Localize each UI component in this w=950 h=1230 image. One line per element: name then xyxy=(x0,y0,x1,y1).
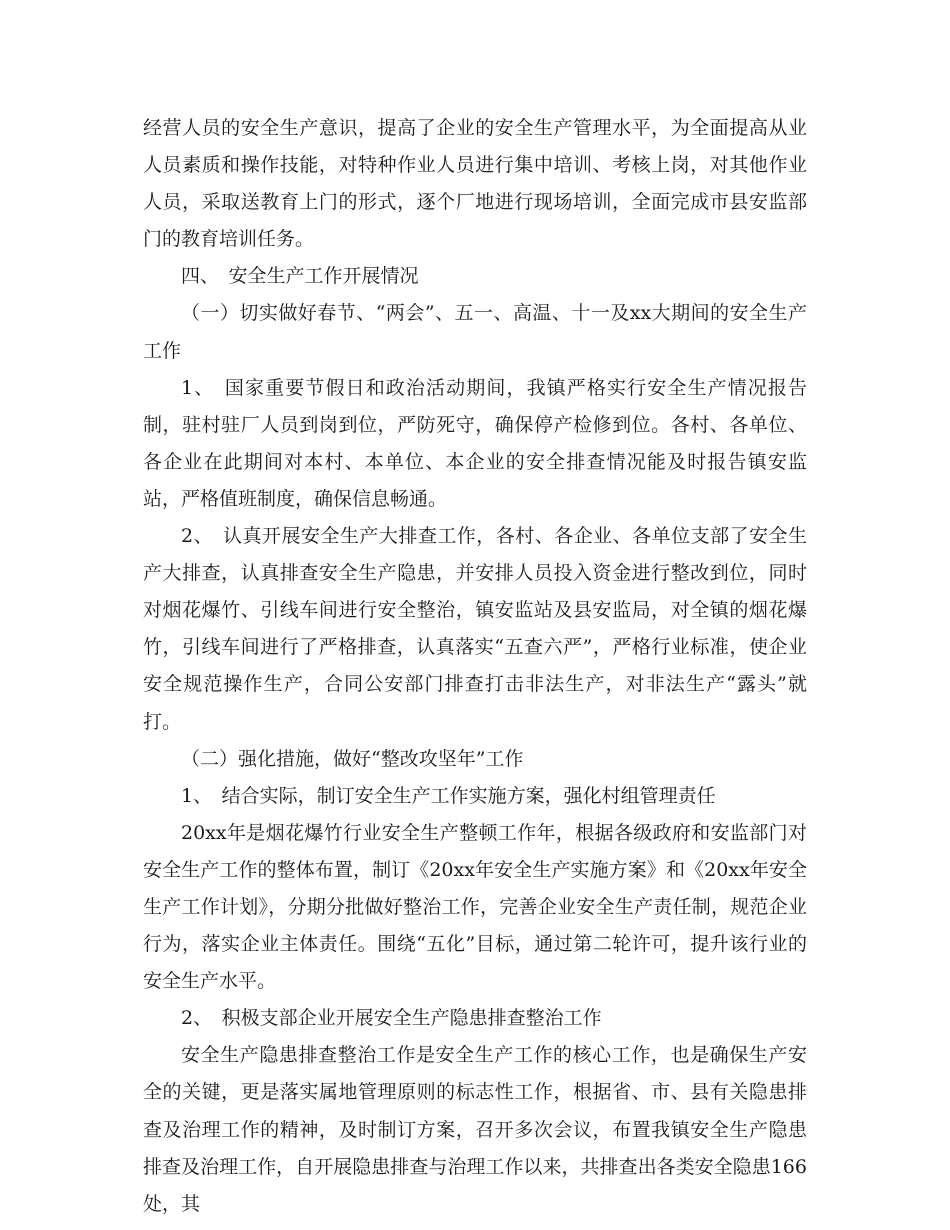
document-body xyxy=(143,110,807,1223)
paragraph-safety-inspection: 2、 认真开展安全生产大排查工作，各村、各企业、各单位支部了安全生产大排查，认真排查安全生产隐患，并安排人员投入资金进行整改到位，同时对烟花爆竹、引线车间进行安全整治，镇安监站及县安监局，对全镇的烟花爆竹，引线车间进行了严格排查，认真落实“五查六严”，严格行业标准，使企业安全规范操作生产，合同公安部门排查打击非法生产，对非法生产“露头”就打。 xyxy=(143,525,807,733)
subsection-heading-one: （一）切实做好春节、“两会”、五一、高温、十一及xx大期间的安全生产工作 xyxy=(143,302,807,362)
item-heading-hazard-investigation: 2、 积极支部企业开展安全生产隐患排查整治工作 xyxy=(181,1007,602,1030)
paragraph-training-continuation: 经营人员的安全生产意识，提高了企业的安全生产管理水平，为全面提高从业人员素质和操作技能，对特种作业人员进行集中培训、考核上岗，对其他作业人员，采取送教育上门的形式，逐个厂地进行现场培训，全面完成市县安监部门的教育培训任务。 xyxy=(143,117,807,251)
paragraph-holiday-reporting: 1、 国家重要节假日和政治活动期间，我镇严格实行安全生产情况报告制，驻村驻厂人员到岗到位，严防死守，确保停产检修到位。各村、各单位、各企业在此期间对本村、本单位、本企业的安全排查情况能及时报告镇安监站，严格值班制度，确保信息畅通。 xyxy=(143,376,807,510)
section-heading-four: 四、 安全生产工作开展情况 xyxy=(181,265,419,288)
paragraph-hazard-investigation: 安全生产隐患排查整治工作是安全生产工作的核心工作，也是确保生产安全的关键，更是落实属地管理原则的标志性工作，根据省、市、县有关隐患排查及治理工作的精神，及时制订方案，召开多次会议，布置我镇安全生产隐患排查及治理工作，自开展隐患排查与治理工作以来，共排查出各类安全隐患166处，其 xyxy=(143,1044,807,1215)
subsection-heading-two: （二）强化措施，做好“整改攻坚年”工作 xyxy=(181,747,524,770)
item-heading-implementation-plan: 1、 结合实际，制订安全生产工作实施方案，强化村组管理责任 xyxy=(181,784,716,807)
paragraph-fireworks-rectification: 20xx年是烟花爆竹行业安全生产整顿工作年，根据各级政府和安监部门对安全生产工作的整体布置，制订《20xx年安全生产实施方案》和《20xx年安全生产工作计划》，分期分批做好整治工作，完善企业安全生产责任制，规范企业行为，落实企业主体责任。围绕“五化”目标，通过第二轮许可，提升该行业的安全生产水平。 xyxy=(143,821,807,993)
